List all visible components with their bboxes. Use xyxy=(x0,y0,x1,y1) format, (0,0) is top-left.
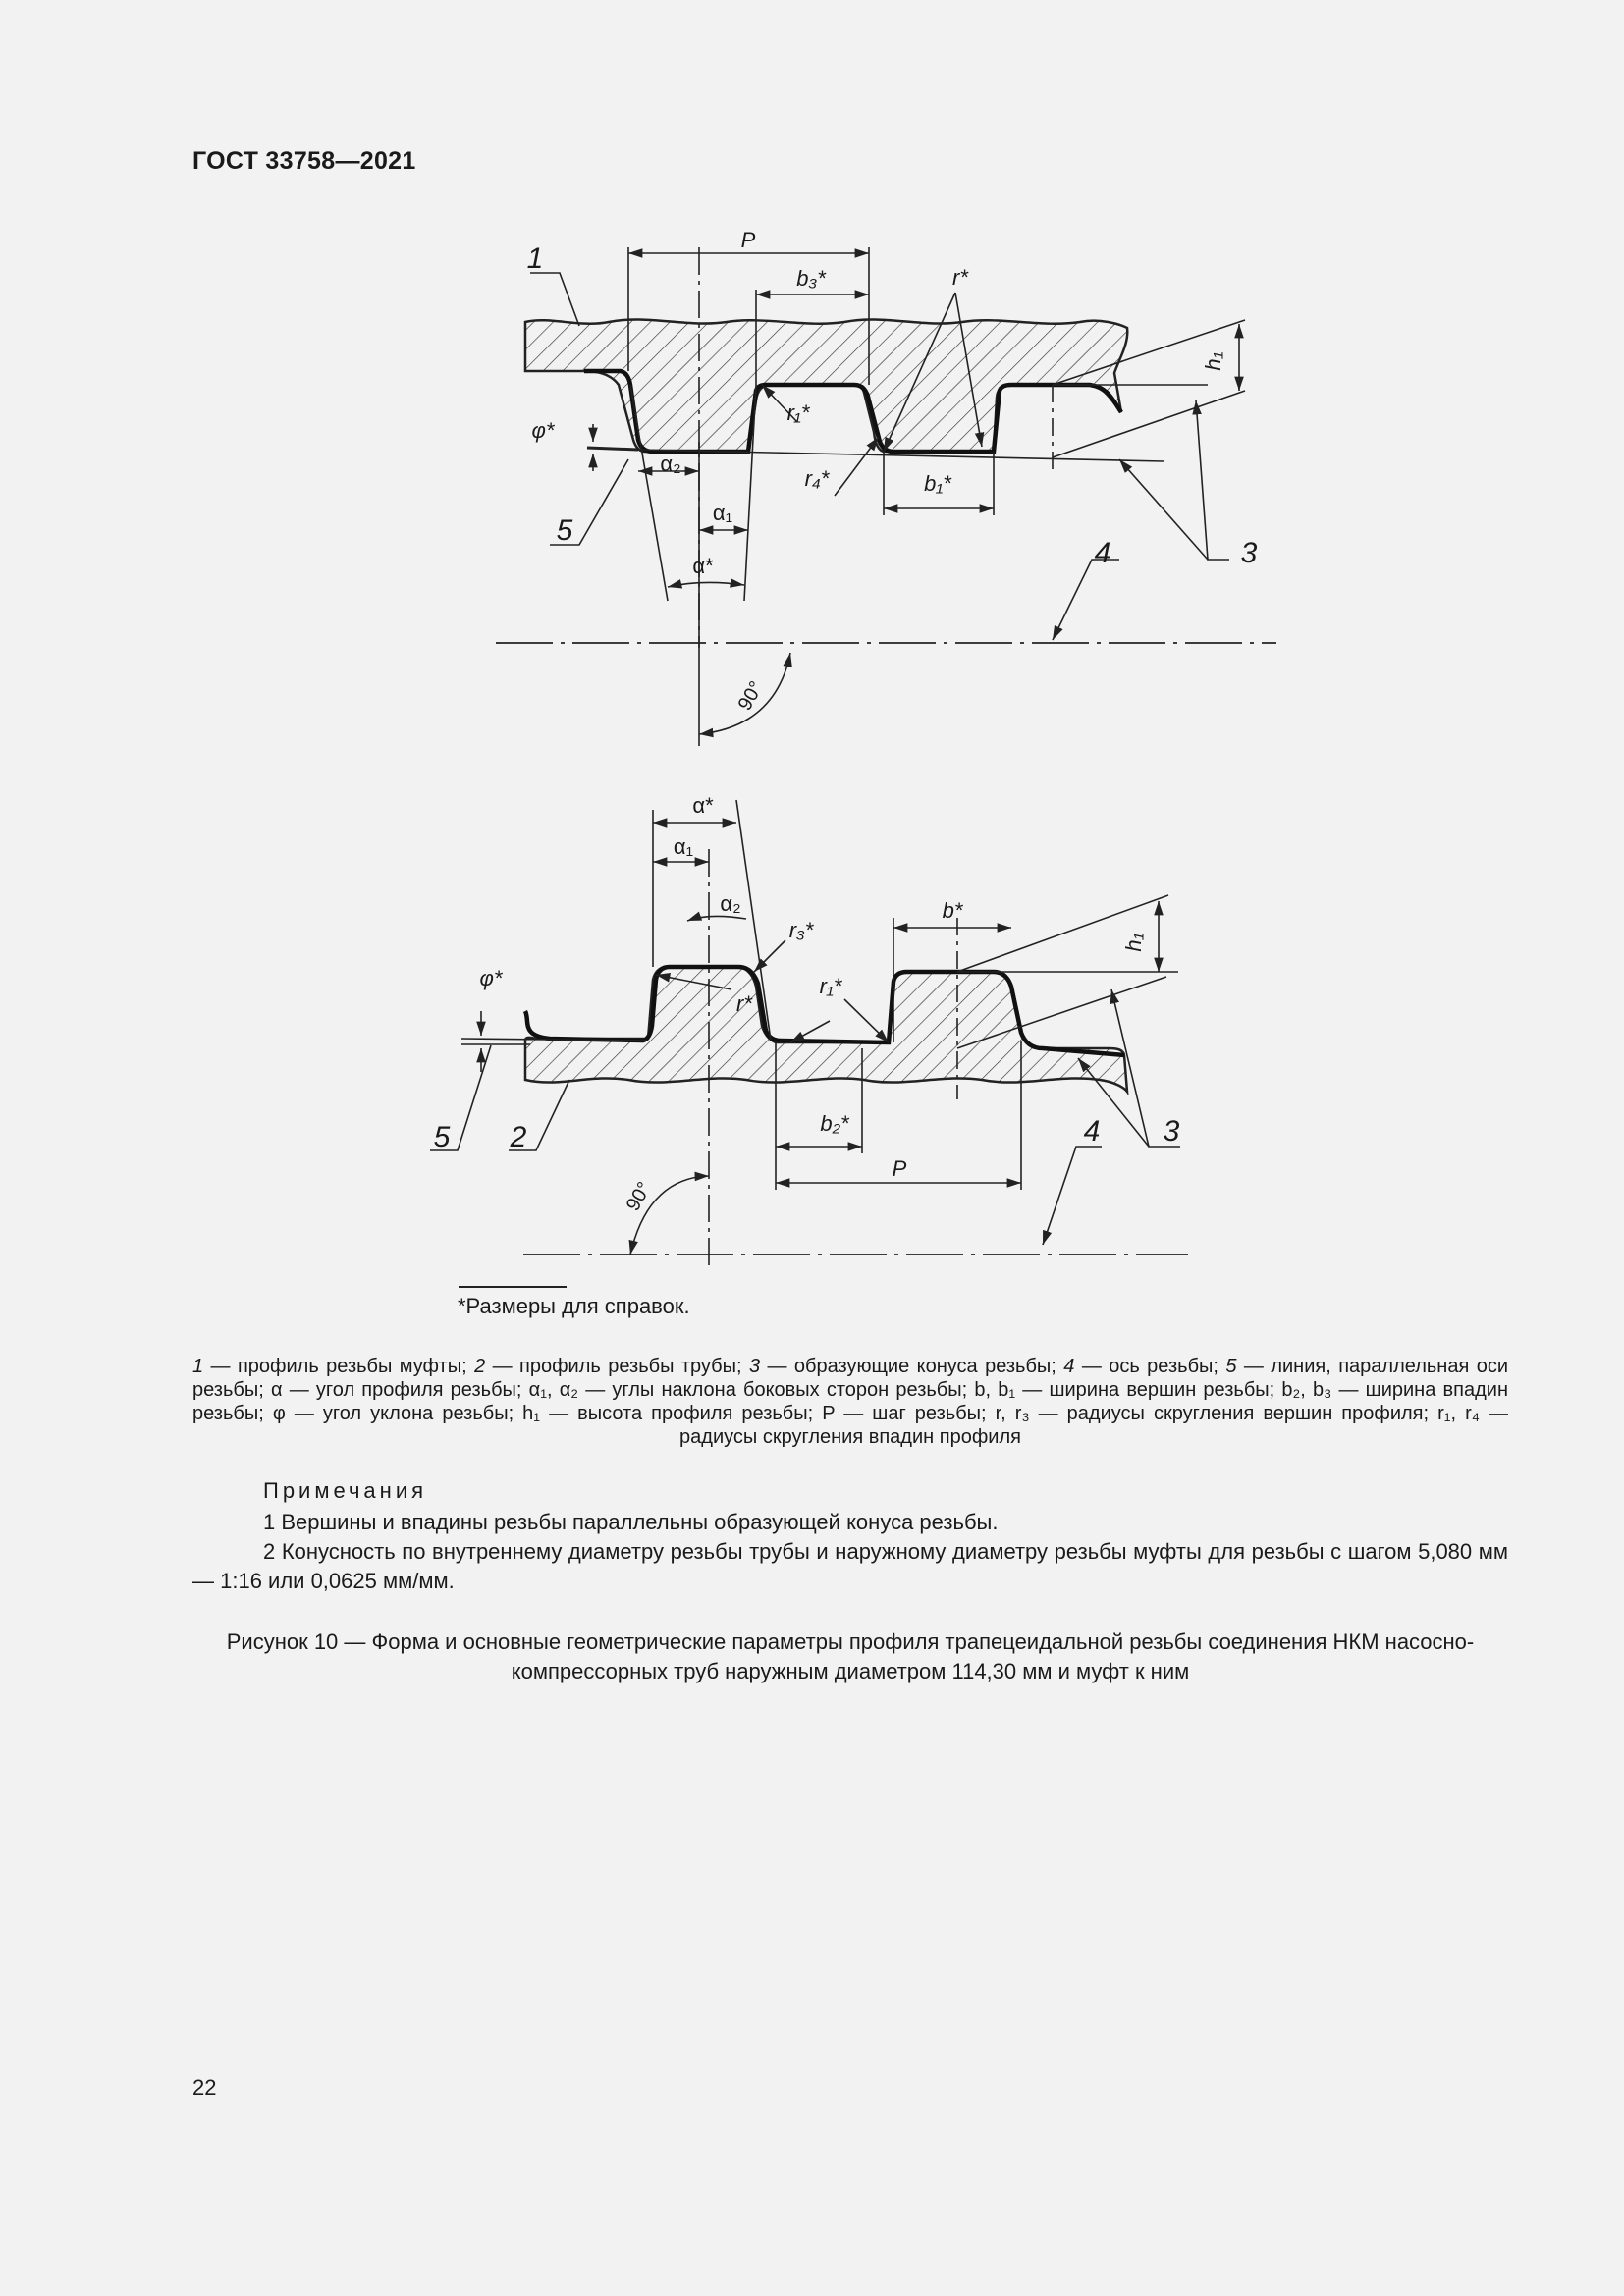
legend-num-4: 4 xyxy=(1063,1356,1075,1377)
legend-num-3: 3 xyxy=(748,1356,761,1377)
label-n4-top: 4 xyxy=(1094,537,1111,569)
label-b1: b₁* xyxy=(924,471,951,496)
label-h1-top: h₁ xyxy=(1201,351,1225,371)
legend-text-5: — линия, параллельная оси резьбы; α — угол профиля резьбы; α₁, α₂ — углы наклона боковых сторон резьбы; b, b₁ — ширина вершин резьбы; b₂, b₃ — ширина впадин резьбы; φ — угол уклона резьбы; h₁ — высота профиля резьбы; P — шаг резьбы; r, r₃ — радиусы скругления вершин профиля; r₁, r₄ — радиусы скругления впадин профиля xyxy=(192,1356,1508,1448)
label-alpha1-top: α₁ xyxy=(712,501,733,525)
label-b3: b₃* xyxy=(796,266,826,291)
legend-num-1: 1 xyxy=(192,1356,204,1377)
figure-legend xyxy=(192,1355,1508,1449)
note-1: 1 Вершины и впадины резьбы параллельны образующей конуса резьбы. xyxy=(263,1510,999,1534)
label-alpha-bottom: α* xyxy=(692,793,714,818)
label-n1: 1 xyxy=(526,242,544,275)
label-n2: 2 xyxy=(510,1121,527,1153)
label-n3-top: 3 xyxy=(1240,537,1258,569)
label-alpha2-bottom: α₂ xyxy=(720,891,741,916)
figure-caption: Рисунок 10 — Форма и основные геометрические параметры профиля трапецеидальной резьбы соединения НКМ насосно-компрессорных труб наружным диаметром 114,30 мм и муфт к ним xyxy=(226,1629,1475,1683)
label-h1-bottom: h₁ xyxy=(1121,933,1146,952)
label-phi-bottom: φ* xyxy=(479,966,503,990)
label-r-top: r* xyxy=(952,265,968,290)
coupling-profile xyxy=(525,319,1127,452)
label-deg90-top: 90° xyxy=(733,677,768,715)
label-alpha1-bottom: α₁ xyxy=(673,834,694,859)
footnote-rule xyxy=(459,1286,567,1288)
notes-title: Примечания xyxy=(263,1478,428,1503)
footnote: *Размеры для справок. xyxy=(458,1294,690,1318)
label-alpha2-top: α₂ xyxy=(660,452,681,476)
label-r4: r₄* xyxy=(804,466,830,491)
document-header: ГОСТ 33758—2021 xyxy=(192,147,416,175)
label-r1-top: r₁* xyxy=(786,400,810,425)
label-n5-bottom: 5 xyxy=(433,1121,451,1153)
label-r1-bottom: r₁* xyxy=(819,974,842,998)
label-b: b* xyxy=(942,898,963,923)
label-r3: r₃* xyxy=(788,918,814,942)
label-b2: b₂* xyxy=(820,1111,849,1136)
legend-text-3: — образующие конуса резьбы; xyxy=(760,1356,1064,1377)
label-n3-bottom: 3 xyxy=(1163,1115,1180,1148)
label-p-bottom: P xyxy=(892,1156,907,1181)
legend-num-2: 2 xyxy=(474,1356,486,1377)
legend-text-2: — профиль резьбы трубы; xyxy=(485,1356,749,1377)
label-alpha-top: α* xyxy=(692,554,714,578)
note-2: 2 Конусность по внутреннему диаметру резьбы трубы и наружному диаметру резьбы муфты для резьбы с шагом 5,080 мм — 1:16 или 0,0625 мм/мм. xyxy=(192,1539,1508,1593)
label-n4-bottom: 4 xyxy=(1083,1115,1101,1148)
label-n5-top: 5 xyxy=(556,514,573,547)
label-deg90-bottom: 90° xyxy=(622,1178,656,1215)
legend-num-5: 5 xyxy=(1225,1356,1237,1377)
label-r-bottom: r* xyxy=(736,991,752,1016)
page-number: 22 xyxy=(192,2075,217,2100)
label-phi-top: φ* xyxy=(531,418,555,443)
label-p: P xyxy=(740,228,756,252)
legend-text-4: — ось резьбы; xyxy=(1074,1356,1226,1377)
legend-text-1: — профиль резьбы муфты; xyxy=(203,1356,475,1377)
